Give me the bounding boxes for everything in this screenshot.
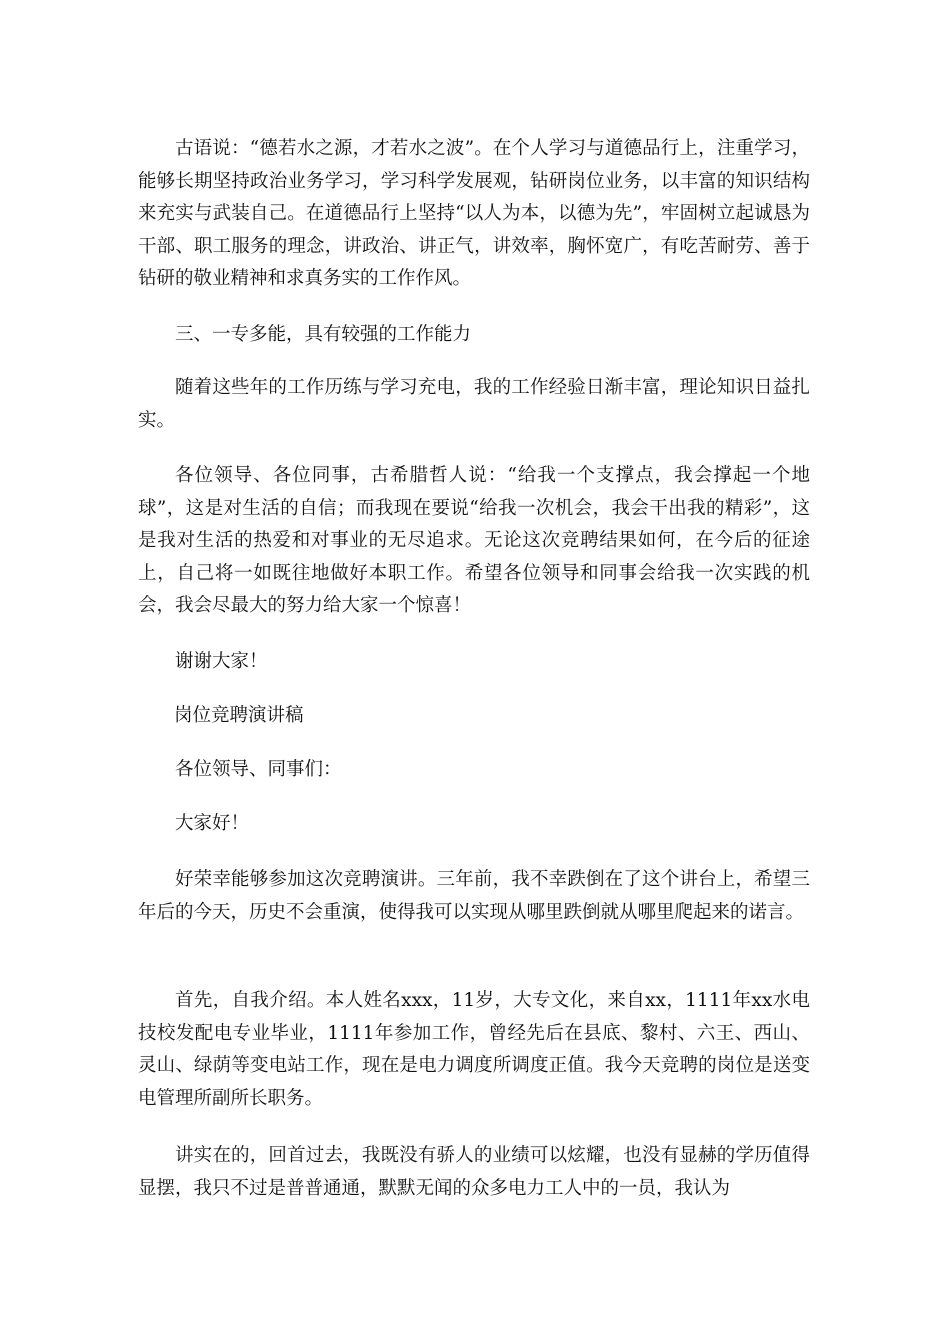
paragraph-intro-honor: 好荣幸能够参加这次竞聘演讲。三年前，我不幸跌倒在了这个讲台上，希望三年后的今天，历史不会重演，使得我可以实现从哪里跌倒就从哪里爬起来的诺言。 <box>138 869 810 923</box>
paragraph-virtue: 古语说：“德若水之源，才若水之波”。在个人学习与道德品行上，注重学习，能够长期坚持政治业务学习，学习科学发展观，钻研岗位业务，以丰富的知识结构来充实与武装自己。在道德品行上坚持“以人为本，以德为先”，牢固树立起诚恳为干部、职工服务的理念，讲政治、讲正气，讲效率，胸怀宽广，有吃苦耐劳、善于钻研的敬业精神和求真务实的工作作风。 <box>138 138 810 289</box>
paragraph-greeting: 大家好！ <box>175 813 250 834</box>
paragraph-thanks: 谢谢大家！ <box>175 651 268 672</box>
section-heading-ability: 三、一专多能，具有较强的工作能力 <box>175 324 472 345</box>
paragraph-self-intro: 首先，自我介绍。本人姓名xxx，11岁，大专文化，来自xx，1111年xx水电技校发配电专业毕业，1111年参加工作，曾经先后在县底、黎村、六王、西山、灵山、绿荫等变电站工作，现在是电力调度所调度正值。我今天竞聘的岗位是送变电管理所副所长职务。 <box>138 990 810 1109</box>
paragraph-salutation: 各位领导、同事们： <box>175 759 342 780</box>
paragraph-reflection: 讲实在的，回首过去，我既没有骄人的业绩可以炫耀，也没有显赫的学历值得显摆，我只不过是普普通通，默默无闻的众多电力工人中的一员，我认为 <box>138 1145 810 1199</box>
document-title: 岗位竞聘演讲稿 <box>174 705 304 726</box>
paragraph-closing-appeal: 各位领导、各位同事，古希腊哲人说：“给我一个支撑点，我会撑起一个地球”，这是对生活的自信；而我现在要说“给我一次机会，我会干出我的精彩”，这是我对生活的热爱和对事业的无尽追求。无论这次竞聘结果如何，在今后的征途上，自己将一如既往地做好本职工作。希望各位领导和同事会给我一次实践的机会，我会尽最大的努力给大家一个惊喜！ <box>138 465 810 616</box>
paragraph-experience: 随着这些年的工作历练与学习充电，我的工作经验日渐丰富，理论知识日益扎实。 <box>138 377 810 431</box>
